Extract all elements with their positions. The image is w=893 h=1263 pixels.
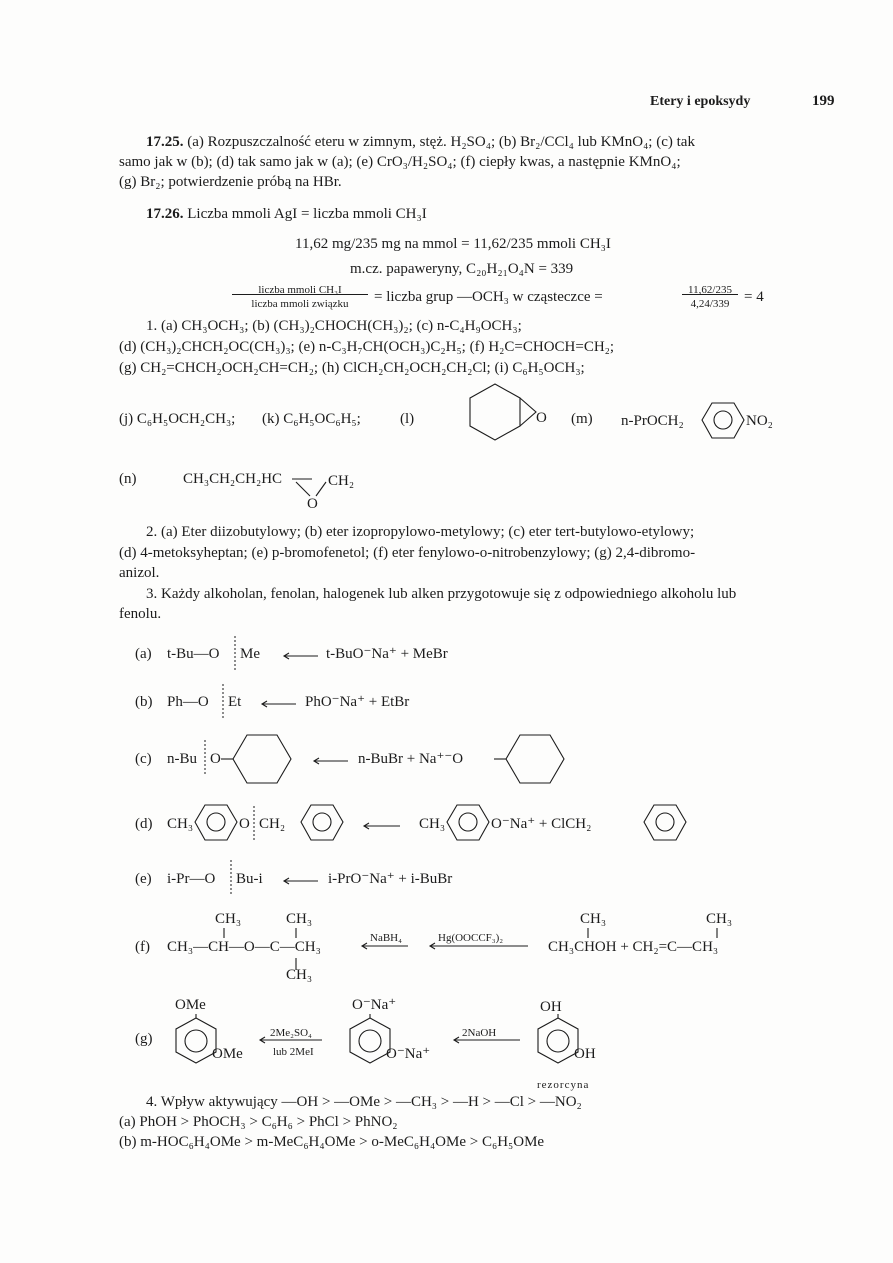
benzene-ring-icon [299,804,345,844]
synthesis-f-ch3-right1: CH₃ [580,911,607,927]
answer2-line1: 2. (a) Eter diizobutylowy; (b) eter izopropylowo-metylowy; (c) eter tert-butylowo-etylowy; [146,524,695,540]
disconnection-e [228,860,234,896]
synthesis-c-oxygen: O [210,751,221,767]
synthesis-d-label: (d) [135,816,153,832]
answer3-line2: fenolu. [119,606,162,622]
arrow-left-icon [282,877,320,885]
answer4-line1: 4. Wpływ aktywujący —OH > —OMe > —CH₃ > —H > —Cl > —NO₂ [146,1094,582,1110]
answer2-line2: (d) 4-metoksyheptan; (e) p-bromofenetol; (f) eter fenylowo-o-nitrobenzylowy; (g) 2,4-dibromo- [119,545,696,561]
synthesis-d-ch3: CH₃ [167,816,194,832]
arrow-left-icon [260,700,298,708]
benzene-ring-icon [642,804,688,844]
disconnection-d [251,806,257,842]
synthesis-f-reagent1: NaBH₄ [370,932,402,944]
fraction2-numerator: 11,62/235 [688,284,732,296]
disconnection-c [202,740,208,776]
answer2-line3: anizol. [119,565,160,581]
problem-17-25-line2: samo jak w (b); (d) tak samo jak w (a); (e) CrO₃/H₂SO₄; (f) ciepły kwas, a następnie KMnO₄; [119,154,681,170]
cyclohexene-oxide-structure [460,380,550,460]
answer4-line2: (a) PhOH > PhOCH₃ > C₆H₆ > PhCl > PhNO₂ [119,1114,398,1130]
cyclohexane-ring-icon [221,732,301,788]
disconnection-b [220,684,226,720]
synthesis-a-label: (a) [135,646,152,662]
disconnection-a [232,636,238,672]
n-oxygen: O [307,496,318,512]
benzene-ring-icon [193,804,239,844]
answer1-n-label: (n) [119,471,137,487]
problem-17-25-line3: (g) Br₂; potwierdzenie próbą na HBr. [119,174,342,190]
epoxide-oxygen: O [536,410,547,426]
benzene-ring-icon [700,402,746,442]
page-number: 199 [812,93,835,109]
synthesis-a-reagents: t-BuO⁻Na⁺ + MeBr [326,646,448,662]
synthesis-g-ome-top: OMe [175,997,206,1013]
answer1-k: (k) C₆H₅OC₆H₅; [262,411,361,427]
synthesis-g-label: (g) [135,1031,153,1047]
answer1-line2: (d) (CH₃)₂CHCH₂OC(CH₃)₃; (e) n-C₃H₇CH(OCH₃)C₂H₅; (f) H₂C=CHOCH=CH₂; [119,339,615,355]
arrow-left-icon [362,822,402,830]
arrow-left-icon [282,652,320,660]
synthesis-b-right: Et [228,694,242,710]
synthesis-f-ch3-top2: CH₃ [286,911,313,927]
synthesis-d-ch2: CH₂ [259,816,286,832]
synthesis-e-right: Bu-i [236,871,263,887]
answer1-m-left: n-PrOCH₂ [621,413,684,429]
synthesis-b-label: (b) [135,694,153,710]
arrow-left-icon [428,942,530,950]
epoxide-bridge [290,470,360,510]
answer1-j: (j) C₆H₅OCH₂CH₃; [119,411,236,427]
synthesis-f-ch3-top1: CH₃ [215,911,242,927]
cyclohexane-ring-icon [494,732,574,788]
synthesis-c-label: (c) [135,751,152,767]
answer1-m-label: (m) [571,411,593,427]
synthesis-f-main: CH₃—CH—O—C—CH₃ [167,939,321,955]
answer1-l-label: (l) [400,411,415,427]
running-title: Etery i epoksydy [650,94,751,109]
answer1-m-right: NO₂ [746,413,773,429]
synthesis-f-reagent2: Hg(OOCCF₃)₂ [438,932,504,944]
synthesis-g-reagent1b: lub 2MeI [273,1046,314,1058]
synthesis-c-reagents: n-BuBr + Na⁺⁻O [358,751,464,767]
answer4-line3: (b) m-HOC₆H₄OMe > m-MeC₆H₄OMe > o-MeC₆H₄OMe > C₆H₅OMe [119,1134,545,1150]
resorcinol-label: rezorcyna [537,1079,590,1091]
synthesis-g-ome-bottom: OMe [212,1046,243,1062]
problem-17-25-line1: 17.25. (a) Rozpuszczalność eteru w zimnym, stęż. H₂SO₄; (b) Br₂/CCl₄ lub KMnO₄; (c) tak [146,134,695,150]
problem-17-26-intro: 17.26. Liczba mmoli AgI = liczba mmoli CH₃I [146,206,427,222]
synthesis-d-ch3b: CH₃ [419,816,446,832]
arrow-left-icon [452,1036,522,1044]
equation-result: = 4 [744,289,764,305]
synthesis-g-oh-bottom: OH [574,1046,596,1062]
n-ch2: CH₂ [328,473,355,489]
equation-molar-mass: m.cz. papaweryny, C₂₀H₂₁O₄N = 339 [350,261,574,277]
answer3-line1: 3. Każdy alkoholan, fenolan, halogenek lub alken przygotowuje się z odpowiedniego alkoholu lub [146,586,737,602]
answer1-line1: 1. (a) CH₃OCH₃; (b) (CH₃)₂CHOCH(CH₃)₂; (c) n-C₄H₉OCH₃; [146,318,522,334]
synthesis-g-oh-top: OH [540,999,562,1015]
synthesis-d-reagents: O⁻Na⁺ + ClCH₂ [491,816,592,832]
synthesis-f-right: CH₃CHOH + CH₂=C—CH₃ [548,939,719,955]
synthesis-e-left: i-Pr—O [167,871,216,887]
fraction2-denominator: 4,24/339 [690,298,730,310]
synthesis-g-ona-bottom: O⁻Na⁺ [386,1046,431,1062]
synthesis-a-left: t-Bu—O [167,646,220,662]
arrow-left-icon [312,757,350,765]
equation-mmol: 11,62 mg/235 mg na mmol = 11,62/235 mmoli CH₃I [295,236,611,252]
synthesis-d-oxygen: O [239,816,250,832]
synthesis-f-ch3-bottom: CH₃ [286,967,313,983]
synthesis-g-reagent2: 2NaOH [462,1027,497,1039]
synthesis-f-label: (f) [135,939,150,955]
synthesis-b-reagents: PhO⁻Na⁺ + EtBr [305,694,410,710]
arrow-left-icon [360,942,410,950]
fraction-numerator: liczba mmoli CH₃I [258,284,342,296]
synthesis-b-left: Ph—O [167,694,209,710]
equation-ratio: = liczba grup —OCH₃ w cząsteczce = [374,289,603,305]
synthesis-e-label: (e) [135,871,152,887]
answer1-line3: (g) CH₂=CHCH₂OCH₂CH=CH₂; (h) ClCH₂CH₂OCH₂CH₂Cl; (i) C₆H₅OCH₃; [119,360,585,376]
synthesis-g-ona-top: O⁻Na⁺ [352,997,397,1013]
fraction-denominator: liczba mmoli związku [251,298,349,310]
synthesis-g-reagent1a: 2Me₂SO₄ [270,1027,312,1039]
benzene-ring-icon [445,804,491,844]
synthesis-a-right: Me [240,646,260,662]
answer1-n-formula: CH₃CH₂CH₂HC [183,471,283,487]
synthesis-c-left: n-Bu [167,751,197,767]
synthesis-f-ch3-right2: CH₃ [706,911,733,927]
synthesis-e-reagents: i-PrO⁻Na⁺ + i-BuBr [328,871,453,887]
